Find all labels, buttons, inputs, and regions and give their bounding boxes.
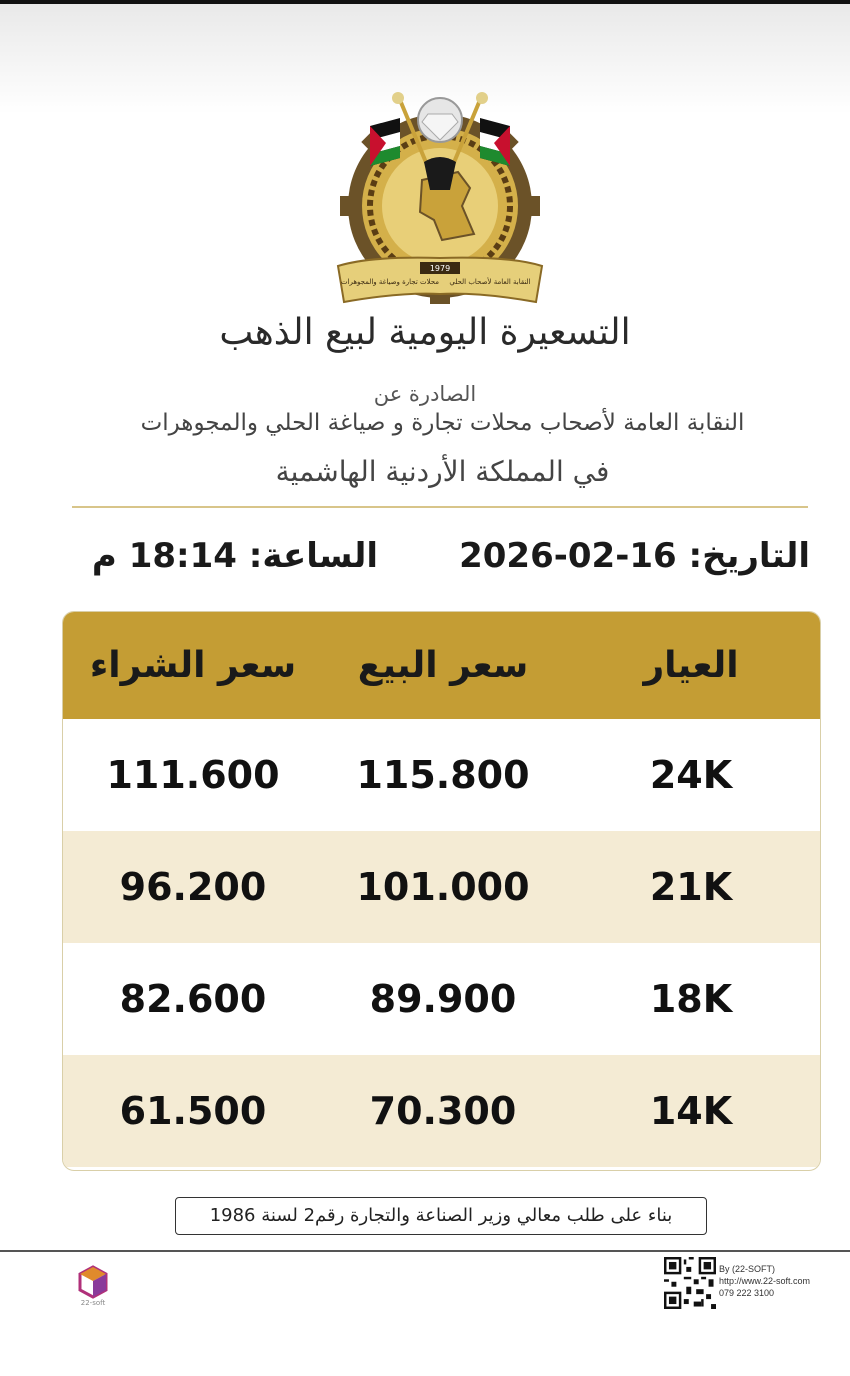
karat-cell: 21K [649, 865, 733, 909]
qr-code-icon[interactable] [664, 1257, 716, 1309]
buy-price-cell: 111.600 [106, 753, 280, 797]
sell-price-cell: 89.900 [369, 977, 517, 1021]
buy-price-cell: 82.600 [119, 977, 267, 1021]
karat-cell: 14K [649, 1089, 733, 1133]
syndicate-name: النقابة العامة لأصحاب محلات تجارة و صياغة الحلي والمجوهرات [140, 410, 745, 436]
sell-price-cell: 70.300 [369, 1089, 517, 1133]
karat-cell: 24K [649, 753, 733, 797]
karat-cell: 18K [649, 977, 733, 1021]
date-label: التاريخ: 16-02-2026 [459, 536, 810, 576]
price-table [62, 611, 821, 1171]
cube-logo-icon [78, 1262, 108, 1304]
header-sell-price: سعر البيع [357, 645, 529, 686]
sell-price-cell: 115.800 [356, 753, 530, 797]
table-row [63, 719, 820, 831]
ministry-note: بناء على طلب معالي وزير الصناعة والتجارة رقم2 لسنة 1986 [175, 1197, 707, 1235]
header-karat: العيار [643, 645, 739, 686]
issued-by-label: الصادرة عن [373, 382, 477, 406]
footer-divider [0, 1250, 850, 1252]
header-divider [72, 506, 808, 508]
credits-phone: 079 222 3100 [719, 1288, 775, 1298]
brand-small-text: 22-soft [80, 1299, 106, 1307]
table-row [63, 943, 820, 1055]
logo-ribbon-left: محلات تجارة وصياغة والمجوهرات [340, 278, 440, 286]
credits-url[interactable]: http://www.22-soft.com [719, 1276, 811, 1286]
credits-by: By (22-SOFT) [719, 1264, 776, 1274]
table-row [63, 1055, 820, 1167]
sell-price-cell: 101.000 [356, 865, 530, 909]
header-buy-price: سعر الشراء [89, 645, 297, 686]
credits [719, 1263, 810, 1299]
table-header [63, 612, 820, 719]
kingdom-name: في المملكة الأردنية الهاشمية [275, 455, 610, 488]
syndicate-logo-icon [330, 88, 550, 313]
buy-price-cell: 96.200 [119, 865, 267, 909]
logo-ribbon-right: النقابة العامة لأصحاب الحلي [449, 278, 531, 286]
time-label: الساعة: 18:14 م [91, 536, 378, 576]
page-title: التسعيرة اليومية لبيع الذهب [219, 312, 631, 353]
buy-price-cell: 61.500 [119, 1089, 267, 1133]
logo-year: 1979 [429, 264, 451, 273]
table-row [63, 831, 820, 943]
